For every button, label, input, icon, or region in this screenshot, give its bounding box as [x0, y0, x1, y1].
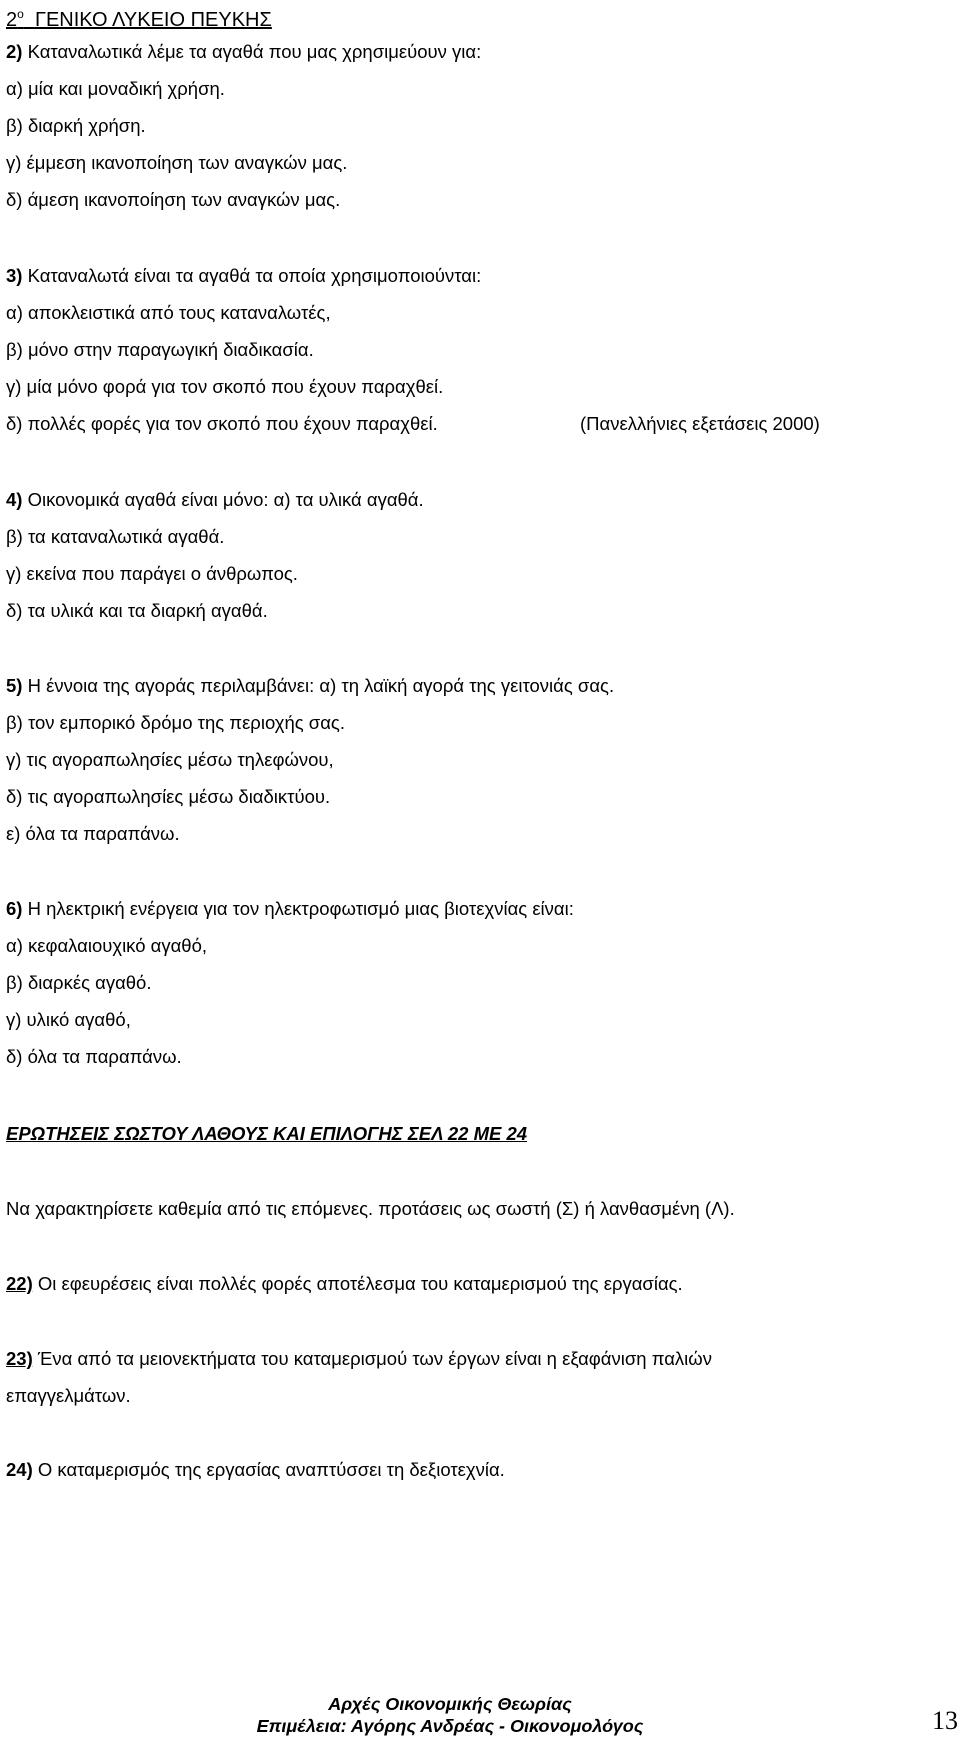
tf23-number: 23) [6, 1348, 33, 1369]
q2-stem-line [6, 40, 481, 64]
q2-option-c: γ) έμμεση ικανοποίηση των αναγκών μας. [6, 152, 348, 173]
q2-number: 2) [6, 41, 23, 62]
footer-author: Επιμέλεια: Αγόρης Ανδρέας - Οικονομολόγος [256, 1716, 644, 1736]
q6-stem-line [6, 897, 574, 921]
q2-option-d: δ) άμεση ικανοποίηση των αναγκών μας. [6, 189, 341, 210]
section-title: ΕΡΩΤΗΣΕΙΣ ΣΩΣΤΟΥ ΛΑΘΟΥΣ ΚΑΙ ΕΠΙΛΟΓΗΣ ΣΕΛ 22 ΜΕ 24 [6, 1123, 528, 1144]
q4-option-b: β) τα καταναλωτικά αγαθά. [6, 526, 225, 547]
q3-option-d-line [6, 412, 820, 436]
q3-stem-line [6, 264, 481, 288]
q3-option-a: α) αποκλειστικά από τους καταναλωτές, [6, 302, 331, 323]
q5-option-c: γ) τις αγοραπωλησίες μέσω τηλεφώνου, [6, 749, 334, 770]
school-header [6, 1, 272, 33]
q5-option-b: β) τον εμπορικό δρόμο της περιοχής σας. [6, 712, 345, 733]
q3-option-c: γ) μία μόνο φορά για τον σκοπό που έχουν παραχθεί. [6, 376, 444, 397]
q3-number: 3) [6, 265, 23, 286]
section-instruction: Να χαρακτηρίσετε καθεμία από τις επόμενες. προτάσεις ως σωστή (Σ) ή λανθασμένη (Λ). [6, 1198, 735, 1219]
header-text: ΓΕΝΙΚΟ ΛΥΚΕΙΟ ΠΕΥΚΗΣ [34, 9, 272, 31]
q6-option-d: δ) όλα τα παραπάνω. [6, 1046, 182, 1067]
header-number: 2 [6, 9, 18, 31]
q4-option-d: δ) τα υλικά και τα διαρκή αγαθά. [6, 600, 268, 621]
q6-option-c: γ) υλικό αγαθό, [6, 1009, 131, 1030]
q6-number: 6) [6, 898, 23, 919]
tf23-line [6, 1347, 712, 1371]
header-superscript: ο [17, 7, 24, 21]
q6-option-b: β) διαρκές αγαθό. [6, 972, 152, 993]
q5-stem-line [6, 674, 614, 698]
q6-option-a: α) κεφαλαιουχικό αγαθό, [6, 935, 207, 956]
q5-option-e: ε) όλα τα παραπάνω. [6, 823, 180, 844]
q3-option-b: β) μόνο στην παραγωγική διαδικασία. [6, 339, 314, 360]
q5-stem: Η έννοια της αγοράς περιλαμβάνει: α) τη λαϊκή αγορά της γειτονιάς σας. [22, 675, 615, 696]
q4-stem-line [6, 488, 424, 512]
q5-number: 5) [6, 675, 23, 696]
q3-exam-note: (Πανελλήνιες εξετάσεις 2000) [580, 413, 820, 434]
page-number: 13 [932, 1706, 958, 1735]
q2-option-b: β) διαρκή χρήση. [6, 115, 146, 136]
tf22-number: 22) [6, 1273, 33, 1294]
q4-option-c: γ) εκείνα που παράγει ο άνθρωπος. [6, 563, 298, 584]
q6-stem: Η ηλεκτρική ενέργεια για τον ηλεκτροφωτισμό μιας βιοτεχνίας είναι: [22, 898, 574, 919]
q5-option-d: δ) τις αγοραπωλησίες μέσω διαδικτύου. [6, 786, 331, 807]
tf22-text: Οι εφευρέσεις είναι πολλές φορές αποτέλεσμα του καταμερισμού της εργασίας. [32, 1273, 683, 1294]
tf23-continuation: επαγγελμάτων. [6, 1385, 131, 1406]
tf22-line [6, 1272, 683, 1296]
q3-option-d: δ) πολλές φορές για τον σκοπό που έχουν παραχθεί. [6, 413, 438, 434]
footer-title: Αρχές Οικονομικής Θεωρίας [328, 1694, 572, 1714]
q2-option-a: α) μία και μοναδική χρήση. [6, 78, 225, 99]
q3-stem: Καταναλωτά είναι τα αγαθά τα οποία χρησιμοποιούνται: [22, 265, 482, 286]
q4-number: 4) [6, 489, 23, 510]
tf23-text: Ένα από τα μειονεκτήματα του καταμερισμού των έργων είναι η εξαφάνιση παλιών [32, 1348, 712, 1369]
tf24-number: 24) [6, 1459, 33, 1480]
q2-stem: Καταναλωτικά λέμε τα αγαθά που μας χρησιμεύουν για: [22, 41, 482, 62]
tf24-line [6, 1458, 505, 1482]
tf24-text: Ο καταμερισμός της εργασίας αναπτύσσει τη δεξιοτεχνία. [32, 1459, 505, 1480]
q4-stem: Οικονομικά αγαθά είναι μόνο: α) τα υλικά αγαθά. [22, 489, 424, 510]
